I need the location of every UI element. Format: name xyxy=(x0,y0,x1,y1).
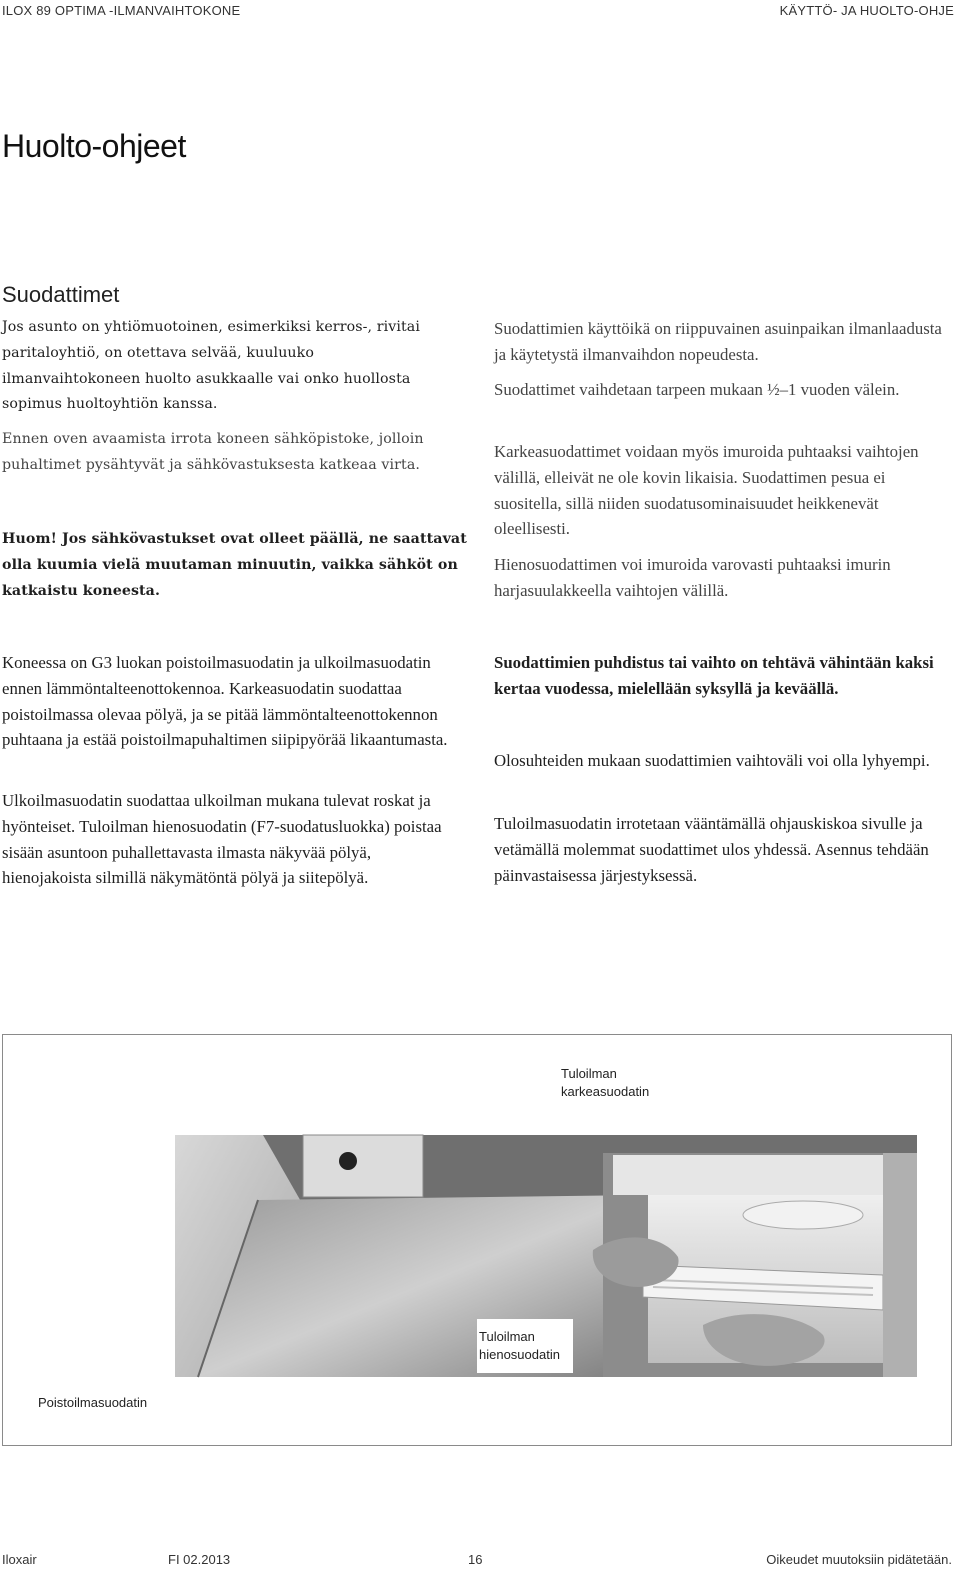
section-title: Suodattimet xyxy=(2,282,120,307)
header-doc-title: ILOX 89 OPTIMA -ILMANVAIHTOKONE xyxy=(2,3,241,18)
paragraph-replace-interval: Suodattimet vaihdetaan tarpeen mukaan ½–1 vuoden välein. xyxy=(494,380,900,399)
label-coarse-line-1: Tuloilman xyxy=(561,1066,617,1081)
filter-photo xyxy=(3,1035,951,1445)
label-coarse-line-2: karkeasuodatin xyxy=(561,1084,650,1099)
paragraph-warning: Huom! Jos sähkövastukset ovat olleet päällä, ne saattavat olla kuumia vielä muutaman minuutin, vaikka sähköt on katkaistu koneesta. xyxy=(2,531,467,599)
label-exhaust-filter: Poistoilmasuodatin xyxy=(38,1395,148,1410)
paragraph-cleaning-frequency: Suodattimien puhdistus tai vaihto on tehtävä vähintään kaksi kertaa vuodessa, mielellään syksyllä ja keväällä. xyxy=(494,653,934,698)
label-fine-line-1: Tuloilman xyxy=(479,1329,535,1344)
filter-figure xyxy=(2,1034,952,1446)
footer-brand: Iloxair xyxy=(2,1552,37,1567)
paragraph-vacuum-fine: Hienosuodattimen voi imuroida varovasti puhtaaksi imurin harjasuulakkeella vaihtojen välillä. xyxy=(494,555,891,600)
paragraph-removal-instructions: Tuloilmasuodatin irrotetaan vääntämällä ohjauskiskoa sivulle ja vetämällä molemmat suodattimet ulos yhdessä. Asennus tehdään päinvastaisessa järjestyksessä. xyxy=(494,814,929,885)
paragraph-outdoor-filter: Ulkoilmasuodatin suodattaa ulkoilman mukana tulevat roskat ja hyönteiset. Tuloilman hienosuodatin (F7-suodatusluokka) poistaa sisään asuntoon puhallettavasta ilmasta näkyvää pölyä, hienojakoista silmillä näkymätöntä pölyä ja siitepölyä. xyxy=(2,791,442,888)
footer-page-number: 16 xyxy=(468,1552,483,1567)
paragraph-filter-lifetime: Suodattimien käyttöikä on riippuvainen asuinpaikan ilmanlaadusta ja käytetystä ilmanvaihdon nopeudesta. xyxy=(494,319,942,364)
paragraph-conditions: Olosuhteiden mukaan suodattimien vaihtoväli voi olla lyhyempi. xyxy=(494,751,930,770)
label-fine-line-2: hienosuodatin xyxy=(479,1347,560,1362)
paragraph-unplug: Ennen oven avaamista irrota koneen sähköpistoke, jolloin puhaltimet pysähtyvät ja sähkövastuksesta katkeaa virta. xyxy=(2,431,424,473)
paragraph-vacuum-coarse: Karkeasuodattimet voidaan myös imuroida puhtaaksi vaihtojen välillä, elleivät ne ole kovin likaisia. Suodattimen pesua ei suositella, sillä niiden suodatusominaisuudet heikkenevät oleellisesti. xyxy=(494,442,919,539)
page-title: Huolto-ohjeet xyxy=(2,128,186,164)
footer-disclaimer: Oikeudet muutoksiin pidätetään. xyxy=(766,1552,952,1567)
paragraph-filter-types: Koneessa on G3 luokan poistoilmasuodatin ja ulkoilmasuodatin ennen lämmöntalteenottokennoa. Karkeasuodatin suodattaa poistoilmassa olevaa pölyä, ja se pitää lämmöntalteenottokennon puhtaana ja estää poistoilmapuhaltimen siipipyörää likaantumasta. xyxy=(2,653,448,750)
header-doc-type: KÄYTTÖ- JA HUOLTO-OHJE xyxy=(779,3,954,18)
footer-doc-code: FI 02.2013 xyxy=(168,1552,231,1567)
paragraph-ownership: Jos asunto on yhtiömuotoinen, esimerkiksi kerros-, rivitai paritaloyhtiö, on otettava selvää, kuuluuko ilmanvaihtokoneen huolto asukkaalle vai onko huollosta sopimus huoltoyhtiön kanssa. xyxy=(2,319,420,413)
